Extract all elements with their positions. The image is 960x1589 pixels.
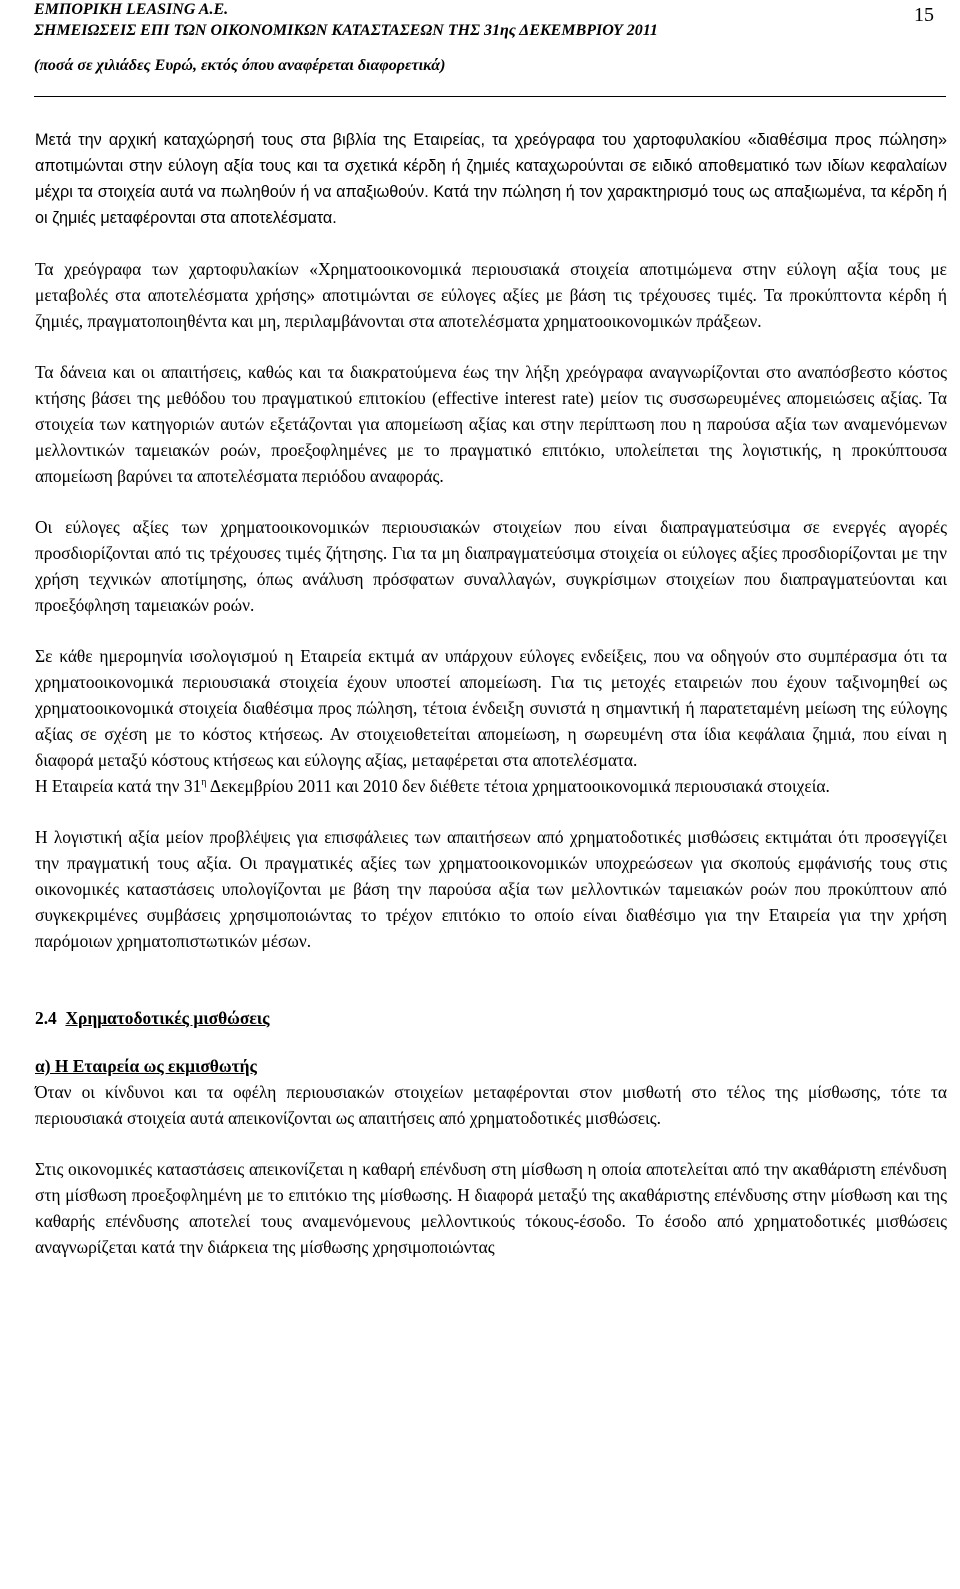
document-page — [8, 0, 952, 1589]
paragraph-trading-portfolio: Τα χρεόγραφα των χαρτοφυλακίων «Χρηματοοικονομικά περιουσιακά στοιχεία αποτιμώμενα στην εύλογη αξία τους με μεταβολές στα αποτελέσματα χρήσης» αποτιμώνται σε εύλογες αξίες με βάση τις τρέχουσες τιμές. Τα προκύπτοντα κέρδη ή ζημιές, πραγματοποιηθέντα και μη, περιλαμβάνονται στα αποτελέσματα χρηματοοικονομικών πράξεων. — [35, 259, 947, 331]
paragraph-fair-value-afs: Μετά την αρχική καταχώρησή τους στα βιβλία της Εταιρείας, τα χρεόγραφα του χαρτοφυλακίου «διαθέσιμα προς πώληση» αποτιμώνται στην εύλογη αξία τους και τα σχετικά κέρδη ή ζημιές καταχωρούνται σε ειδικό αποθεματικό των ιδίων κεφαλαίων μέχρι τα στοιχεία αυτά να πωληθούν ή να απαξιωθούν. Κατά την πώληση ή τον χαρακτηρισμό τους ως απαξιωμένα, τα κέρδη ή οι ζημιές μεταφέρονται στα αποτελέσματα. — [35, 131, 947, 227]
paragraph-loans-receivables: Τα δάνεια και οι απαιτήσεις, καθώς και τα διακρατούμενα έως την λήξη χρεόγραφα αναγνωρίζονται στο αναπόσβεστο κόστος κτήσης βάσει της μεθόδου του πραγματικού επιτοκίου (effective interest rate) μείον τις συσσωρευμένες απομειώσεις αξίας. Τα στοιχεία των κατηγοριών αυτών εξετάζονται για απομείωση αξίας και στην περίπτωση που η παρούσα αξία των αναμενόμενων μελλοντικών ταμειακών ροών, προεξοφλημένες με το πραγματικό επιτόκιο, υπολείπεται της λογιστικής, η προκύπτουσα απομείωση βαρύνει τα αποτελέσματα περιόδου αναφοράς. — [35, 362, 947, 486]
header-company: ΕΜΠΟΡΙΚΗ LEASING A.E. — [34, 1, 229, 18]
paragraph-no-such-assets-start: Η Εταιρεία κατά την 31 — [35, 776, 202, 796]
section-title: Χρηματοδοτικές μισθώσεις — [65, 1008, 270, 1028]
paragraph-no-such-assets-end: Δεκεμβρίου 2011 και 2010 δεν διέθετε τέτοια χρηματοοικονομικά περιουσιακά στοιχεία. — [206, 776, 830, 796]
paragraph-fair-value-determination: Οι εύλογες αξίες των χρηματοοικονομικών περιουσιακών στοιχείων που είναι διαπραγματεύσιμα σε ενεργές αγορές προσδιορίζονται από τις τρέχουσες τιμές ζήτησης. Για τα μη διαπραγματεύσιμα στοιχεία οι εύλογες αξίες προσδιορίζονται με την χρήση τεχνικών αποτίμησης, όπως ανάλυση πρόσφατων συναλλαγών, συγκρίσιμων στοιχείων που διαπραγματεύονται και προεξόφληση ταμειακών ροών. — [35, 517, 947, 615]
paragraph-net-investment: Στις οικονομικές καταστάσεις απεικονίζεται η καθαρή επένδυση στη μίσθωση η οποία αποτελείται από την ακαθάριστη επένδυση στη μίσθωση προεξοφλημένη με το επιτόκιο της μίσθωσης. Η διαφορά μεταξύ της ακαθάριστης επένδυσης στην μίσθωση και της καθαρής επένδυσης αποτελεί τους αναμενόμενους μελλοντικούς τόκους-έσοδο. Το έσοδο από χρηματοδοτικές μισθώσεις αναγνωρίζεται κατά την διάρκεια της μίσθωσης χρησιμοποιώντας — [35, 1159, 947, 1257]
header-divider — [34, 96, 946, 97]
paragraph-no-such-assets — [35, 773, 947, 799]
paragraph-impairment: Σε κάθε ημερομηνία ισολογισμού η Εταιρεία εκτιμά αν υπάρχουν εύλογες ενδείξεις, που να οδηγούν στο συμπέρασμα ότι τα χρηματοοικονομικά περιουσιακά στοιχεία έχουν υποστεί απομείωση. Για τις μετοχές εταιρειών που έχουν ταξινομηθεί ως χρηματοοικονομικά στοιχεία διαθέσιμα προς πώληση, τέτοια ένδειξη συνιστά η σημαντική ή παρατεταμένη μείωση της εύλογης αξίας σε σχέση με το κόστος κτήσεως. Αν στοιχειοθετείται απομείωση, η σωρευμένη στα ίδια κεφάλαια ζημιά, που είναι η διαφορά μεταξύ κόστους κτήσεως και εύλογης αξίας, μεταφέρεται στα αποτελέσματα. — [35, 646, 947, 770]
header-title: ΣΗΜΕΙΩΣΕΙΣ ΕΠΙ ΤΩΝ ΟΙΚΟΝΟΜΙΚΩΝ ΚΑΤΑΣΤΑΣΕΩΝ ΤΗΣ 31ης ΔΕΚΕΜΒΡΙΟΥ 2011 — [34, 22, 658, 39]
document-body — [35, 127, 947, 1260]
section-number: 2.4 — [35, 1008, 57, 1028]
section-heading — [35, 1005, 947, 1031]
paragraph-carrying-value: Η λογιστική αξία μείον προβλέψεις για επισφάλειες των απαιτήσεων από χρηματοδοτικές μισθώσεις εκτιμάται ότι προσεγγίζει την πραγματική τους αξία. Οι πραγματικές αξίες των χρηματοοικονομικών υποχρεώσεων για σκοπούς εμφάνισής τους στις οικονομικές καταστάσεις υπολογίζονται με βάση την παρούσα αξία των μελλοντικών ταμειακών ροών που προκύπτουν από συγκεκριμένες συμβάσεις χρησιμοποιώντας το τρέχον επιτόκιο το οποίο είναι διαθέσιμο για την Εταιρεία για την χρήση παρόμοιων χρηματοπιστωτικών μέσων. — [35, 827, 947, 951]
ordinal-superscript: η — [201, 777, 207, 789]
page-number: 15 — [914, 4, 934, 26]
header-note: (ποσά σε χιλιάδες Ευρώ, εκτός όπου αναφέρεται διαφορετικά) — [34, 57, 446, 74]
subsection-lessor: α) Η Εταιρεία ως εκμισθωτής — [35, 1056, 257, 1076]
paragraph-lessor-recognition: Όταν οι κίνδυνοι και τα οφέλη περιουσιακών στοιχείων μεταφέρονται στον μισθωτή στο τέλος της μίσθωσης, τότε τα περιουσιακά στοιχεία αυτά απεικονίζονται ως απαιτήσεις από χρηματοδοτικές μισθώσεις. — [35, 1082, 947, 1128]
